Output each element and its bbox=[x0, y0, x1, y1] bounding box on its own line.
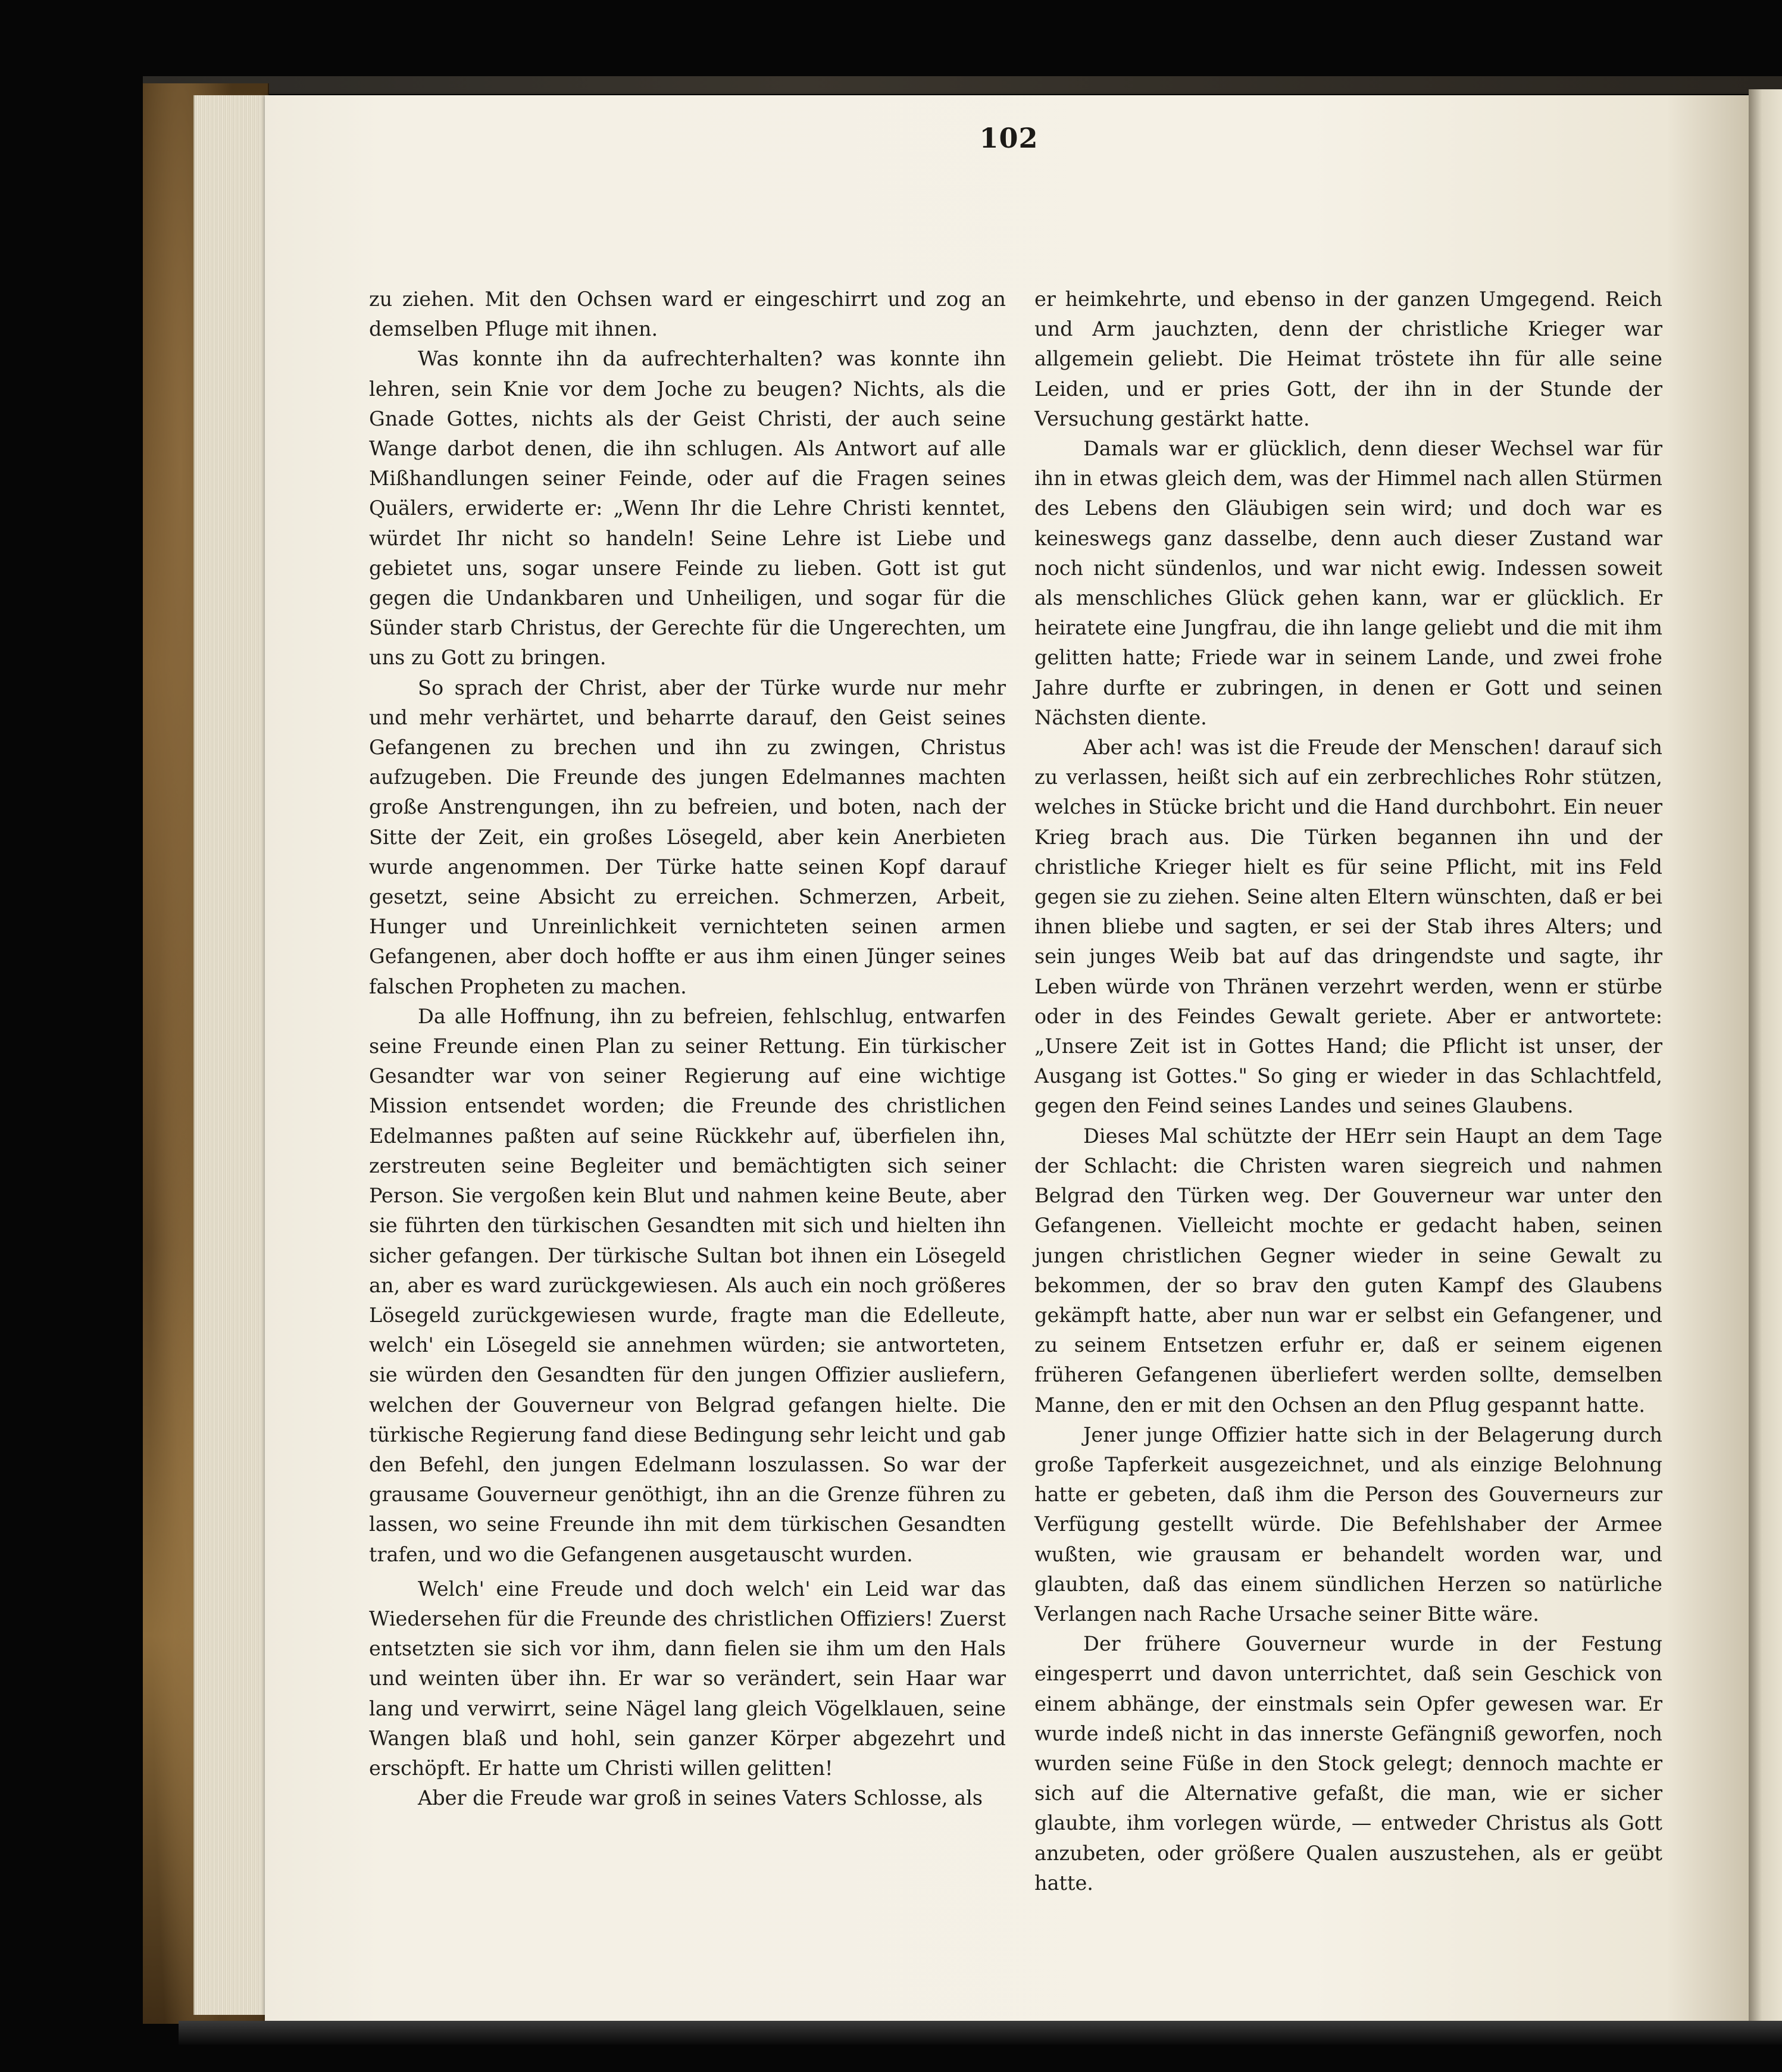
paragraph: Dieses Mal schützte der HErr sein Haupt an dem Tage der Schlacht: die Christen waren siegreich und nahmen Belgrad den Türken weg. Der Gouverneur war unter den Gefangenen. Vielleicht mochte er gedacht haben, seinen jungen christlichen Gegner wieder in seine Gewalt zu bekommen, der so brav den guten Kampf des Glaubens gekämpft hatte, aber nun war er selbst ein Gefangener, und zu seinem Entsetzen erfuhr er, daß er seinem eigenen früheren Gefangenen überliefert werden sollte, demselben Manne, den er mit den Ochsen an den Pflug gespannt hatte. bbox=[1034, 1124, 1662, 1417]
paragraph: Damals war er glücklich, denn dieser Wechsel war für ihn in etwas gleich dem, was der Himmel nach allen Stürmen des Lebens den Gläubigen sein wird; und doch war es keineswegs ganz dasselbe, denn auch dieser Zustand war noch nicht sündenlos, und war nicht ewig. Indessen soweit als menschliches Glück gehen kann, war er glücklich. Er heiratete eine Jungfrau, die ihn lange geliebt und die mit ihm gelitten hatte; Friede war in seinem Lande, und zwei frohe Jahre durfte er zubringen, in denen er Gott und seinen Nächsten diente. bbox=[1034, 437, 1662, 729]
paragraph: Jener junge Offizier hatte sich in der Belagerung durch große Tapferkeit ausgezeichnet, und als einzige Belohnung hatte er gebeten, daß ihm die Person des Gouverneurs zur Verfügung gestellt würde. Die Befehlshaber der Armee wußten, wie grausam er behandelt worden war, und glaubten, daß das einem sündlichen Herzen so natürliche Verlangen nach Rache Ursache seiner Bitte wäre. bbox=[1034, 1423, 1662, 1626]
page-number-container bbox=[0, 122, 1782, 154]
right-text-column bbox=[1034, 285, 1662, 1898]
left-text-column bbox=[369, 285, 1006, 1813]
paragraph: Aber ach! was ist die Freude der Menschen! darauf sich zu verlassen, heißt sich auf ein zerbrechliches Rohr stützen, welches in Stücke bricht und die Hand durchbohrt. Ein neuer Krieg brach aus. Die Türken begannen ihn und der christliche Krieger hielt es für seine Pflicht, mit ins Feld gegen sie zu ziehen. Seine alten Eltern wünschten, daß er bei ihnen bliebe und sagten, er sei der Stab ihres Alters; und sein junges Weib bat auf das dringendste und sagte, ihr Leben würde von Thränen verzehrt werden, wenn er stürbe oder in des Feindes Gewalt geriete. Aber er antwortete: „Unsere Zeit ist in Gottes Hand; die Pflicht ist unser, der Ausgang ist Gottes." So ging er wieder in das Schlachtfeld, gegen den Feind seines Landes und seines Glaubens. bbox=[1034, 736, 1662, 1118]
paragraph: So sprach der Christ, aber der Türke wurde nur mehr und mehr verhärtet, und beharrte darauf, den Geist seines Gefangenen zu brechen und ihn zu zwingen, Christus aufzugeben. Die Freunde des jungen Edelmannes machten große Anstrengungen, ihn zu befreien, und boten, nach der Sitte der Zeit, ein großes Lösegeld, aber kein Anerbieten wurde angenommen. Der Türke hatte seinen Kopf darauf gesetzt, seine Absicht zu erreichen. Schmerzen, Arbeit, Hunger und Unreinlichkeit vernichteten seinen armen Gefangenen, aber doch hoffte er aus ihm einen Jünger seines falschen Propheten zu machen. bbox=[369, 676, 1006, 998]
scanner-frame-top bbox=[143, 76, 1782, 94]
page-edges bbox=[193, 95, 269, 2015]
page-number: 102 bbox=[979, 122, 1039, 154]
paragraph: Der frühere Gouverneur wurde in der Festung eingesperrt und davon unterrichtet, daß sein Geschick von einem abhänge, der einstmals sein Opfer gewesen war. Er wurde indeß nicht in das innerste Gefängniß geworfen, noch wurden seine Füße in den Stock gelegt; dennoch machte er sich auf die Alternative gefaßt, die man, wie er sicher glaubte, ihm vorlegen würde, — entweder Christus als Gott anzubeten, oder größere Qualen auszustehen, als er geübt hatte. bbox=[1034, 1632, 1662, 1895]
paragraph: Aber die Freude war groß in seines Vaters Schlosse, als bbox=[418, 1786, 983, 1810]
column-gutter bbox=[1019, 285, 1020, 1832]
bottom-shadow bbox=[179, 2021, 1782, 2045]
adjacent-page-edge bbox=[1749, 89, 1782, 2030]
paragraph: Was konnte ihn da aufrechterhalten? was konnte ihn lehren, sein Knie vor dem Joche zu beugen? Nichts, als die Gnade Gottes, nichts als der Geist Christi, der auch seine Wange darbot denen, die ihn schlugen. Als Antwort auf alle Mißhandlungen seiner Feinde, oder auf die Fragen seines Quälers, erwiderte er: „Wenn Ihr die Lehre Christi kenntet, würdet Ihr nicht so handeln! Seine Lehre ist Liebe und gebietet uns, sogar unsere Feinde zu lieben. Gott ist gut gegen die Undankbaren und Unheiligen, und sogar für die Sünder starb Christus, der Gerechte für die Ungerechten, um uns zu Gott zu bringen. bbox=[369, 347, 1006, 670]
paragraph: Da alle Hoffnung, ihn zu befreien, fehlschlug, entwarfen seine Freunde einen Plan zu seiner Rettung. Ein türkischer Gesandter war von seiner Regierung auf eine wichtige Mission entsendet worden; die Freunde des christlichen Edelmannes paßten auf seine Rückkehr auf, überfielen ihn, zerstreuten seine Begleiter und bemächtigten sich seiner Person. Sie vergoßen kein Blut und nahmen keine Beute, aber sie führten den türkischen Gesandten mit sich und hielten ihn sicher gefangen. Der türkische Sultan bot ihnen ein Lösegeld an, aber es ward zurückgewiesen. Als auch ein noch größeres Lösegeld zurückgewiesen wurde, fragte man die Edelleute, welch' ein Lösegeld sie annehmen würden; sie antworteten, sie würden den Gesandten für den jungen Offizier ausliefern, welchen der Gouverneur von Belgrad gefangen hielte. Die türkische Regierung fand diese Bedingung sehr leicht und gab den Befehl, den jungen Edelmann loszulassen. So war der grausame Gouverneur genöthigt, ihn an die Grenze führen zu lassen, wo seine Freunde ihn mit dem türkischen Gesandten trafen, und wo die Gefangenen ausgetauscht wurden. bbox=[369, 1004, 1006, 1566]
paragraph: Welch' eine Freude und doch welch' ein Leid war das Wiedersehen für die Freunde des christlichen Offiziers! Zuerst entsetzten sie sich vor ihm, dann fielen sie ihm um den Hals und weinten über ihn. Er war so verändert, sein Haar war lang und verwirrt, seine Nägel lang gleich Vögelklauen, seine Wangen blaß und hohl, sein ganzer Körper abgezehrt und erschöpft. Er hatte um Christi willen gelitten! bbox=[369, 1577, 1006, 1780]
paragraph: er heimkehrte, und ebenso in der ganzen Umgegend. Reich und Arm jauchzten, denn der christliche Krieger war allgemein geliebt. Die Heimat tröstete ihn für alle seine Leiden, und er pries Gott, der ihn in der Stunde der Versuchung gestärkt hatte. bbox=[1034, 287, 1662, 430]
paragraph: zu ziehen. Mit den Ochsen ward er eingeschirrt und zog an demselben Pfluge mit ihnen. bbox=[369, 287, 1006, 341]
